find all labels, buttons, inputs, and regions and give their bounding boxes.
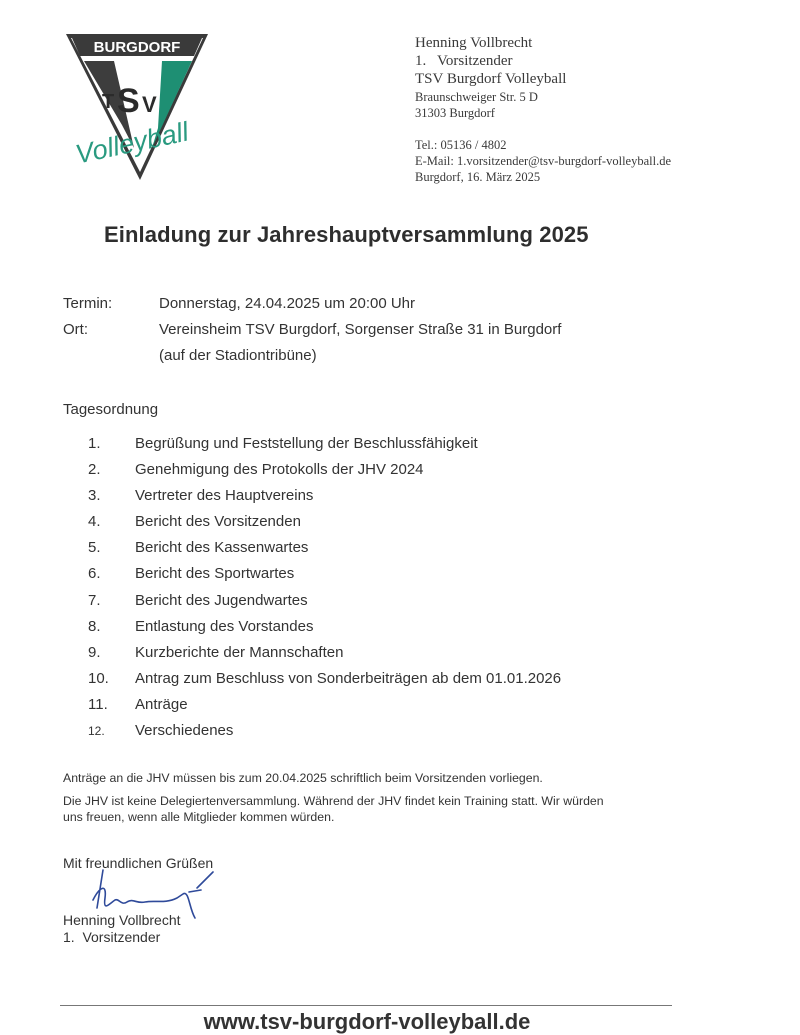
agenda-item [88,669,561,695]
agenda-item [88,538,561,564]
agenda-item-text: Kurzberichte der Mannschaften [135,643,344,661]
sender-name: Henning Vollbrecht [415,35,533,51]
closing-greeting: Mit freundlichen Grüßen [63,855,214,871]
footer-divider [60,1005,672,1006]
meeting-location-label: Ort: [63,321,88,338]
club-logo [62,30,212,185]
sender-role-number: 1. [415,53,427,69]
agenda-item [88,591,561,617]
agenda-item-number: 11. [88,695,108,713]
svg-text:T: T [102,91,115,113]
agenda-item-number: 12. [88,724,105,739]
sender-email: E-Mail: 1.vorsitzender@tsv-burgdorf-volleyball.de [415,154,672,168]
svg-text:V: V [142,92,157,117]
meeting-location-note: (auf der Stadiontribüne) [159,347,317,364]
sender-club: TSV Burgdorf Volleyball [415,71,567,87]
agenda-item-text: Verschiedenes [135,722,234,740]
agenda-item [88,486,561,512]
deadline-note: Anträge an die JHV müssen bis zum 20.04.2025 schriftlich beim Vorsitzenden vorliegen. [63,771,543,785]
agenda-item-number: 9. [88,643,101,661]
sender-role [415,52,671,70]
meeting-date-row [63,295,415,312]
info-note-line-1: Die JHV ist keine Delegiertenversammlung. Während der JHV findet kein Training statt. Wir würden [63,794,604,808]
agenda-item [88,695,561,721]
agenda-item-text: Bericht des Vorsitzenden [135,513,301,531]
tsv-volleyball-logo-icon [62,30,212,185]
signatory-role: 1. Vorsitzender [63,929,161,945]
agenda-item-number: 8. [88,617,101,635]
signatory-name: Henning Vollbrecht [63,912,181,928]
agenda-item [88,643,561,669]
agenda-item-text: Anträge [135,695,188,713]
agenda-item-number: 2. [88,461,101,479]
meeting-location-value: Vereinsheim TSV Burgdorf, Sorgenser Straße 31 in Burgdorf [159,321,562,338]
info-note-line-2: uns freuen, wenn alle Mitglieder kommen würden. [63,810,335,824]
agenda-item-text: Begrüßung und Feststellung der Beschlussfähigkeit [135,435,478,452]
sender-role-text: Vorsitzender [437,53,513,69]
agenda-item-number: 1. [88,435,101,452]
agenda-item-text: Bericht des Kassenwartes [135,539,309,557]
agenda-item-number: 3. [88,487,101,505]
agenda-list [88,434,561,747]
meeting-location-row [63,321,561,338]
agenda-item-number: 7. [88,591,101,609]
sender-phone: Tel.: 05136 / 4802 [415,138,507,152]
svg-text:BURGDORF: BURGDORF [93,39,181,56]
agenda-item-number: 10. [88,669,109,687]
agenda-item-text: Entlastung des Vorstandes [135,617,314,635]
agenda-item-number: 5. [88,539,101,557]
meeting-location-note-row [63,347,317,364]
agenda-item [88,460,561,486]
sender-address-block [415,34,671,185]
agenda-item-text: Genehmigung des Protokolls der JHV 2024 [135,461,424,479]
agenda-title: Tagesordnung [63,401,159,418]
sender-street: Braunschweiger Str. 5 D [415,90,538,104]
svg-text:S: S [117,82,140,120]
agenda-item [88,434,561,460]
meeting-date-value: Donnerstag, 24.04.2025 um 20:00 Uhr [159,295,416,312]
document-title: Einladung zur Jahreshauptversammlung 2025 [104,222,589,247]
agenda-item-text: Bericht des Jugendwartes [135,591,308,609]
agenda-item-text: Bericht des Sportwartes [135,565,295,583]
sender-city: 31303 Burgdorf [415,106,495,120]
letter-place-date: Burgdorf, 16. März 2025 [415,170,541,184]
agenda-item [88,721,561,747]
agenda-item-text: Antrag zum Beschluss von Sonderbeiträgen ab dem 01.01.2026 [135,669,562,687]
agenda-item-text: Vertreter des Hauptvereins [135,487,314,505]
meeting-date-label: Termin: [63,295,113,312]
svg-text:Volleyball: Volleyball [72,116,192,170]
agenda-item-number: 6. [88,565,101,583]
agenda-item-number: 4. [88,513,101,531]
footer-website-link[interactable]: www.tsv-burgdorf-volleyball.de [203,1009,531,1034]
agenda-item [88,512,561,538]
agenda-item [88,564,561,590]
agenda-item [88,617,561,643]
